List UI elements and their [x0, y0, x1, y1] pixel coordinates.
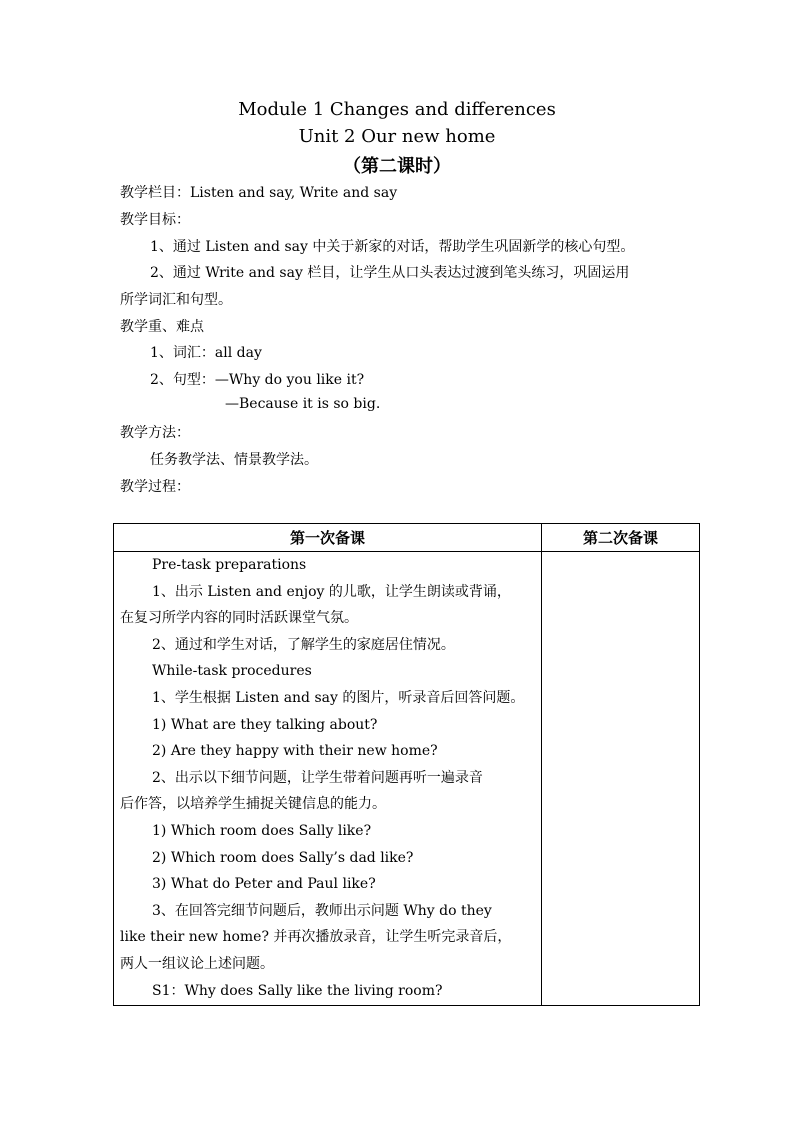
list-item: 2、出示以下细节问题，让学生带着问题再听一遍录音	[152, 769, 483, 786]
method-text: 任务教学法、情景教学法。	[150, 452, 318, 468]
method-heading: 教学方法：	[120, 425, 190, 441]
list-item: 2) Which room does Sally’s dad like?	[152, 849, 414, 866]
process-heading: 教学过程：	[120, 479, 190, 495]
list-item: 在复习所学内容的同时活跃课堂气氛。	[120, 610, 358, 627]
list-item: 2、通过和学生对话，了解学生的家庭居住情况。	[152, 636, 455, 653]
list-item: 两人一组议论上述问题。	[120, 955, 274, 972]
lesson-label: （第二课时）	[343, 156, 451, 177]
list-item: like their new home? 并再次播放录音，让学生听完录音后，	[120, 929, 512, 946]
list-item: 1、学生根据 Listen and say 的图片，听录音后回答问题。	[152, 689, 525, 706]
unit-title: Unit 2 Our new home	[298, 126, 496, 147]
list-item: 3) What do Peter and Paul like?	[152, 876, 376, 893]
module-title: Module 1 Changes and differences	[238, 99, 556, 120]
objective-2: 2、通过 Write and say 栏目，让学生从口头表达过渡到笔头练习，巩固运用	[150, 265, 630, 281]
list-item: 3、在回答完细节问题后，教师出示问题 Why do they	[152, 902, 492, 919]
first-preparation-cell	[114, 552, 542, 1006]
keypoint-vocabulary: 1、词汇：all day	[150, 345, 262, 361]
keypoint-sentence-question: 2、句型：—Why do you like it?	[150, 372, 365, 388]
lesson-plan-table	[113, 523, 700, 1006]
second-preparation-cell	[542, 552, 700, 1006]
objective-2-continued: 所学词汇和句型。	[120, 292, 232, 308]
list-item: 1) What are they talking about?	[152, 716, 378, 733]
objectives-heading: 教学目标：	[120, 212, 190, 228]
objective-1: 1、通过 Listen and say 中关于新家的对话，帮助学生巩固新学的核心句型。	[150, 239, 635, 255]
list-item: 后作答，以培养学生捕捉关键信息的能力。	[120, 796, 386, 813]
keypoint-sentence-answer: —Because it is so big.	[225, 396, 381, 412]
keypoints-heading: 教学重、难点	[120, 319, 204, 335]
list-item: 2) Are they happy with their new home?	[152, 743, 438, 760]
table-row	[114, 552, 700, 1006]
list-item: 1、出示 Listen and enjoy 的儿歌，让学生朗读或背诵，	[152, 583, 511, 600]
header-first-preparation: 第一次备课	[114, 524, 542, 552]
list-item: While-task procedures	[152, 663, 312, 680]
header-second-preparation: 第二次备课	[542, 524, 700, 552]
list-item: S1：Why does Sally like the living room?	[152, 982, 443, 999]
list-item: Pre-task preparations	[152, 557, 307, 573]
list-item: 1) Which room does Sally like?	[152, 822, 372, 839]
table-header-row	[114, 524, 700, 552]
teaching-columns: 教学栏目：Listen and say, Write and say	[120, 185, 398, 201]
